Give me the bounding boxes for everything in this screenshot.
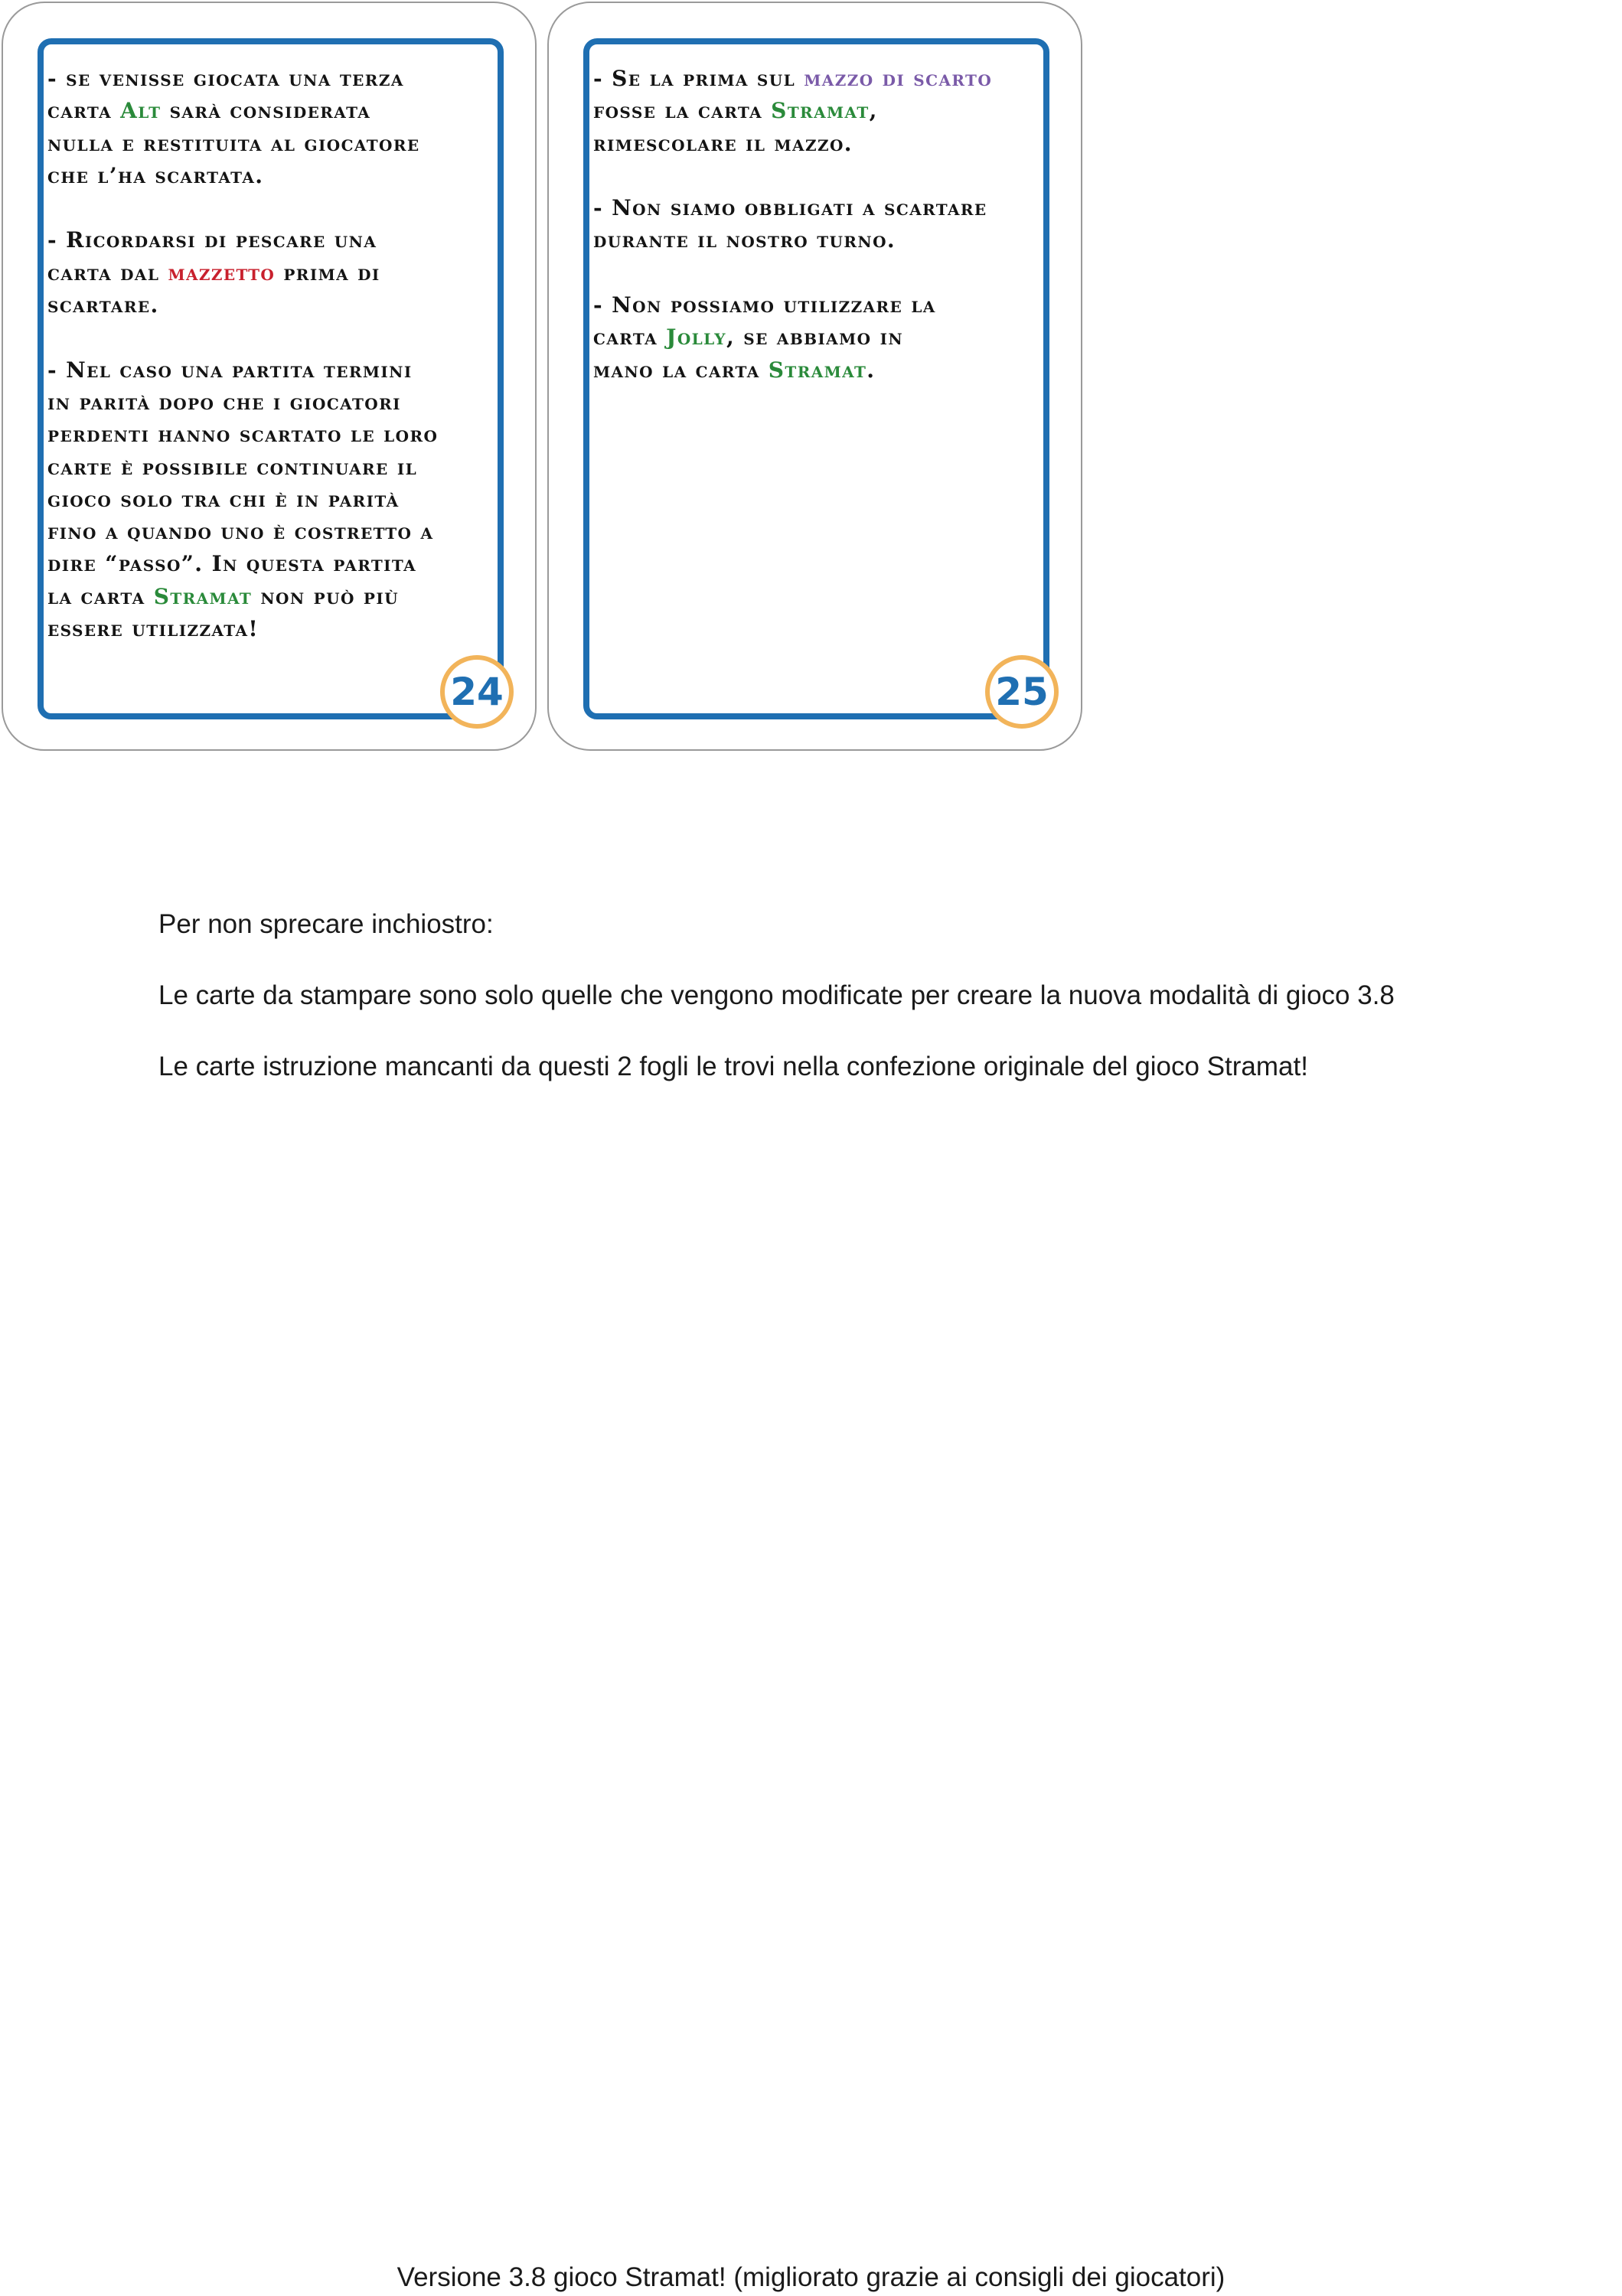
rule-text: - Non siamo obbligati a scartare durante il nostro turno.: [593, 195, 987, 253]
highlighted-term: mazzo di scarto: [804, 66, 993, 91]
paragraph-gap: [593, 160, 1060, 192]
card-text: [593, 63, 1060, 386]
highlighted-term: Alt: [120, 98, 162, 124]
rule-paragraph: [593, 192, 1060, 257]
paragraph-gap: [47, 192, 514, 224]
rule-paragraph: [593, 289, 1060, 386]
rule-text: - Non possiamo utilizzare la carta: [593, 292, 936, 351]
card-number-badge: 25: [985, 655, 1059, 729]
card-text: [47, 63, 514, 645]
highlighted-term: Stramat: [153, 583, 253, 609]
rule-paragraph: [593, 63, 1060, 160]
card-number-badge: 24: [440, 655, 514, 729]
note-line-2: Le carte istruzione mancanti da questi 2 fogli le trovi nella confezione originale del gioco Stramat!: [158, 1052, 1308, 1081]
rule-text: sarà considerata nulla e restituita al giocatore che l’ha scartata.: [47, 98, 420, 188]
rule-paragraph: [47, 224, 514, 321]
rule-text: , rimescolare il mazzo.: [593, 98, 878, 156]
note-line-1: Le carte da stampare sono solo quelle che vengono modificate per creare la nuova modalità di gioco 3.8: [158, 980, 1395, 1010]
rule-paragraph: [47, 63, 514, 192]
paragraph-gap: [593, 257, 1060, 289]
highlighted-term: mazzetto: [168, 259, 276, 285]
rule-text: fosse la carta: [593, 98, 763, 124]
rule-text: non può più essere utilizzata!: [47, 583, 399, 642]
rule-text: - Se la prima sul: [593, 66, 804, 91]
rule-text: - Nel caso una partita termini in parità dopo che i giocatori perdenti hanno scartato le loro carte è possibile continuare il gioco solo tra chi è in parità fino a quando uno è costretto a dire “passo”. In questa partita la carta: [47, 357, 439, 609]
rule-text: .: [866, 357, 876, 383]
instruction-card-25: [547, 2, 1082, 751]
rule-text: - Ricordarsi di pescare una carta dal: [47, 227, 377, 285]
note-heading: Per non sprecare inchiostro:: [158, 909, 494, 939]
highlighted-term: Stramat: [771, 98, 870, 124]
highlighted-term: Stramat: [768, 357, 867, 383]
instruction-card-24: [2, 2, 537, 751]
paragraph-gap: [47, 321, 514, 354]
rule-text: prima di scartare.: [47, 259, 380, 318]
highlighted-term: Jolly: [666, 325, 726, 351]
rule-text: - se venisse giocata una terza carta: [47, 66, 404, 124]
version-footer: Versione 3.8 gioco Stramat! (migliorato grazie ai consigli dei giocatori): [397, 2262, 1225, 2292]
rule-text: , se abbiamo in mano la carta: [593, 325, 904, 383]
rule-paragraph: [47, 354, 514, 646]
